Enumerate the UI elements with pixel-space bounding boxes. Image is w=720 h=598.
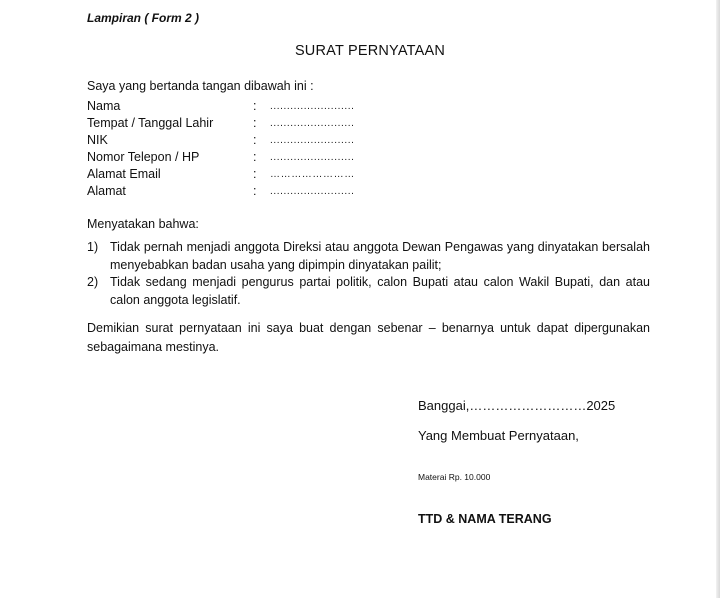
list-item-text: Tidak sedang menjadi pengurus partai politik, calon Bupati atau calon Wakil Bupati, dan atau calon anggota legislatif. [110, 275, 650, 307]
field-blank: …………………… [270, 169, 355, 180]
form-label: Lampiran ( Form 2 ) [87, 11, 200, 25]
field-label: Nama [87, 99, 121, 113]
field-row-tempat-tanggal-lahir [87, 115, 387, 132]
identity-fields [87, 98, 387, 200]
field-blank: ......................... [270, 152, 355, 163]
closing-paragraph: Demikian surat pernyataan ini saya buat dengan sebenar – benarnya untuk dapat dipergunakan sebagaimana mestinya. [87, 321, 650, 354]
field-blank: ......................... [270, 118, 355, 129]
field-colon: : [253, 133, 257, 147]
maker-label: Yang Membuat Pernyataan, [418, 428, 579, 443]
list-item [87, 274, 650, 309]
field-blank: ......................... [270, 186, 355, 197]
list-number: 1) [87, 240, 99, 254]
field-row-nama [87, 98, 387, 115]
field-label: Nomor Telepon / HP [87, 150, 200, 164]
list-number: 2) [87, 275, 99, 289]
field-label: NIK [87, 133, 108, 147]
field-blank: ......................... [270, 101, 355, 112]
field-label: Alamat [87, 184, 126, 198]
field-label: Alamat Email [87, 167, 161, 181]
materai-label: Materai Rp. 10.000 [418, 472, 491, 482]
intro-text: Saya yang bertanda tangan dibawah ini : [87, 79, 314, 93]
statement-intro: Menyatakan bahwa: [87, 217, 199, 231]
place-date: Banggai,………………………2025 [418, 398, 616, 413]
list-item-text: Tidak pernah menjadi anggota Direksi atau anggota Dewan Pengawas yang dinyatakan bersalah menyebabkan badan usaha yang dipimpin dinyatakan pailit; [110, 240, 650, 272]
field-blank: ......................... [270, 135, 355, 146]
field-colon: : [253, 150, 257, 164]
page-edge [716, 0, 720, 598]
signature-label: TTD & NAMA TERANG [418, 512, 552, 526]
field-label: Tempat / Tanggal Lahir [87, 116, 214, 130]
statement-list [87, 239, 650, 309]
document-title: SURAT PERNYATAAN [294, 43, 446, 59]
field-row-nik [87, 132, 387, 149]
field-colon: : [253, 184, 257, 198]
field-colon: : [253, 99, 257, 113]
field-row-alamat [87, 183, 387, 200]
field-colon: : [253, 116, 257, 130]
field-row-alamat-email [87, 166, 387, 183]
field-row-nomor-telepon [87, 149, 387, 166]
list-item [87, 239, 650, 274]
field-colon: : [253, 167, 257, 181]
